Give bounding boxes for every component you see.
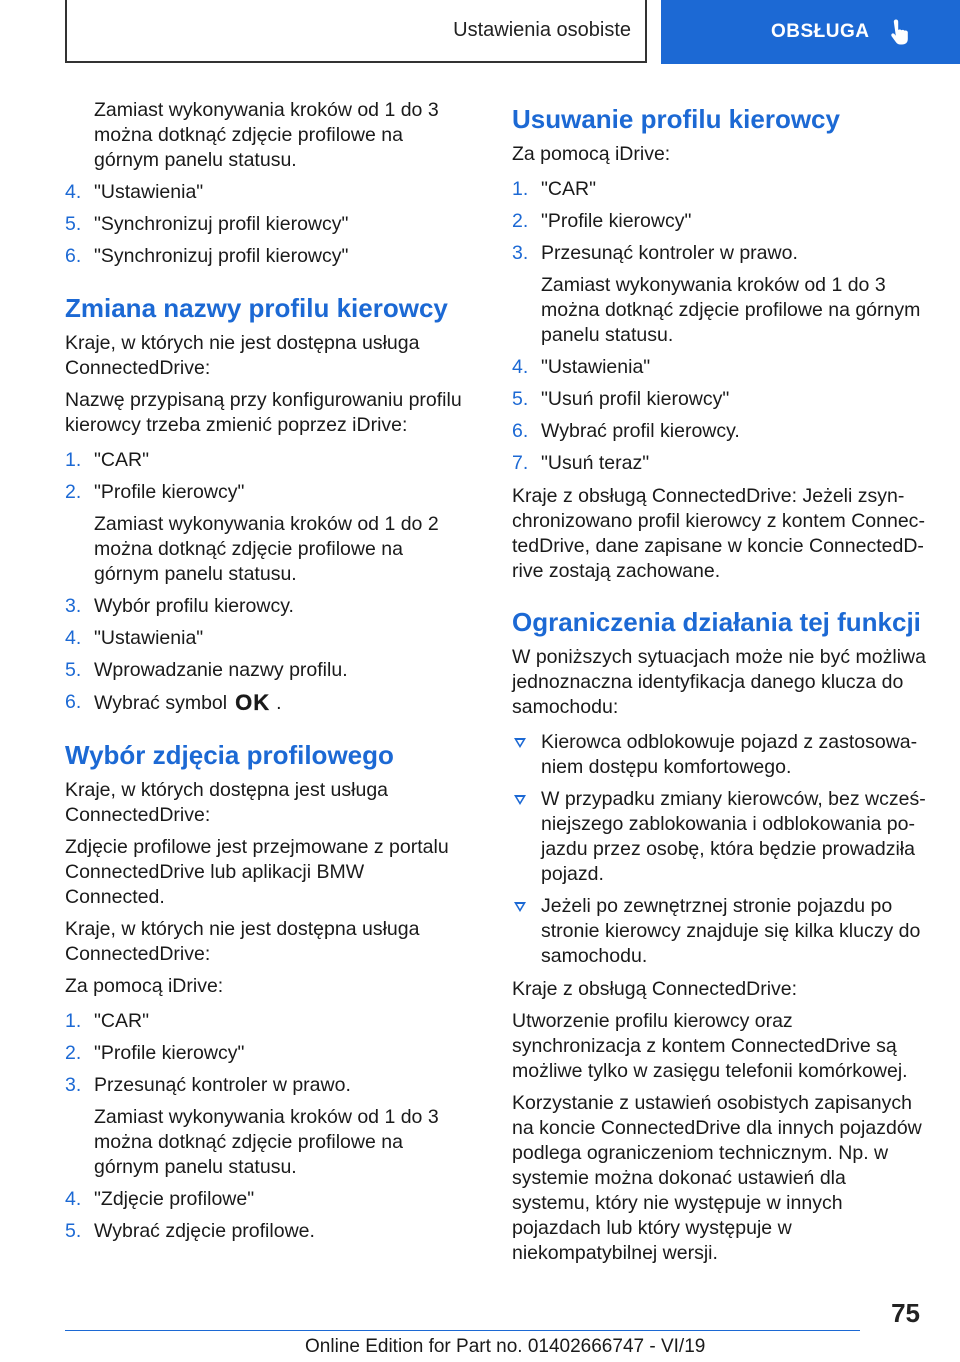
ok-symbol-icon: OK bbox=[235, 690, 271, 715]
step-text: "Ustawienia" bbox=[94, 181, 204, 203]
step-number: 6. bbox=[65, 245, 82, 267]
photo-steps-list bbox=[65, 1009, 465, 1244]
paragraph: Kraje, w których dostępna jest usługa ConnectedDrive: bbox=[65, 779, 389, 826]
delete-steps-list bbox=[512, 177, 926, 476]
triangle-bullet-icon bbox=[514, 902, 526, 912]
list-item: 7. "Usuń teraz" bbox=[512, 452, 650, 474]
section-heading-delete: Usuwanie profilu kierowcy bbox=[512, 104, 840, 134]
footer-edition: Online Edition for Part no. 01402666747 - VI/19 bbox=[305, 1336, 706, 1357]
step-number: 5. bbox=[65, 213, 82, 235]
step-text: "Profile kierowcy" bbox=[94, 1042, 245, 1064]
chapter-title: OBSŁUGA bbox=[771, 21, 870, 42]
paragraph: Nazwę przypisaną przy konfigurowaniu profilu kierowcy trzeba zmienić poprzez iDrive: bbox=[65, 389, 462, 436]
chapter-tab[interactable] bbox=[661, 0, 960, 64]
paragraph: Za pomocą iDrive: bbox=[512, 143, 671, 165]
list-item bbox=[65, 244, 465, 269]
step-text: "Usuń profil kierowcy" bbox=[541, 388, 730, 410]
list-item: 5. "Usuń profil kierowcy" bbox=[512, 388, 730, 410]
triangle-bullet-icon bbox=[514, 795, 526, 805]
paragraph: Zdjęcie profilowe jest przejmowane z portalu ConnectedDrive lub aplikacji BMW Connected. bbox=[65, 836, 449, 908]
footer-divider bbox=[65, 1330, 860, 1331]
list-item: 2. "Profile kierowcy" bbox=[512, 210, 692, 232]
paragraph: Za pomocą iDrive: bbox=[65, 975, 224, 997]
step-text: "Synchronizuj profil kierowcy" bbox=[94, 245, 349, 267]
step-note: Zamiast wykonywania kroków od 1 do 3 można dotknąć zdjęcie profilowe na górnym panelu statusu. bbox=[541, 274, 921, 346]
paragraph: Kraje, w których nie jest dostępna usługa ConnectedDrive: bbox=[65, 332, 420, 379]
step-note: Zamiast wykonywania kroków od 1 do 2 można dotknąć zdjęcie profilowe na górnym panelu statusu. bbox=[94, 513, 439, 585]
step-text: "CAR" bbox=[541, 178, 597, 200]
list-item: 4. "Ustawienia" bbox=[65, 627, 204, 649]
step-text: "CAR" bbox=[94, 449, 150, 471]
right-column bbox=[512, 102, 926, 1273]
paragraph: W poniższych sytuacjach może nie być możliwa jednoznaczna identyfikacja danego klucza do samochodu: bbox=[512, 646, 926, 718]
step-text: "Usuń teraz" bbox=[541, 452, 650, 474]
list-item: 2. "Profile kierowcy" Zamiast wykonywania kroków od 1 do 2 można dotknąć zdjęcie profilowe na górnym panelu statusu. bbox=[65, 480, 465, 587]
list-item bbox=[512, 894, 926, 969]
bullet-text: Kierowca odblokowuje pojazd z zastosowaniem dostępu komfortowego. bbox=[541, 731, 918, 778]
step-text: Przesunąć kontroler w prawo. bbox=[94, 1074, 351, 1096]
paragraph: Kraje z obsługą ConnectedDrive: Jeżeli zsynchronizowano profil kierowcy z kontem ConnectedDrive, dane zapisane w koncie ConnectedDrive zostają zachowane. bbox=[512, 485, 925, 582]
limits-bullet-list bbox=[512, 730, 926, 969]
step-text: "Ustawienia" bbox=[94, 627, 204, 649]
step-text: "Ustawienia" bbox=[541, 356, 651, 378]
step-text: "Synchronizuj profil kierowcy" bbox=[94, 213, 349, 235]
paragraph: Korzystanie z ustawień osobistych zapisanych na koncie ConnectedDrive dla innych pojazdów podlega ograniczeniom technicznym. Np. w systemie można dokonać ustawień dla systemu, który nie występuje w innych pojazdach lub który występuje w niekompatybilnej wersji. bbox=[512, 1092, 922, 1264]
left-column bbox=[65, 98, 465, 1252]
section-heading-rename: Zmiana nazwy profilu kierowcy bbox=[65, 293, 448, 323]
list-item bbox=[512, 787, 926, 887]
list-item: 4. "Zdjęcie profilowe" bbox=[65, 1188, 255, 1210]
step-note: Zamiast wykonywania kroków od 1 do 3 można dotknąć zdjęcie profilowe na górnym panelu statusu. bbox=[94, 1106, 439, 1178]
step-text: Wybrać zdjęcie profilowe. bbox=[94, 1220, 315, 1242]
step-number: 4. bbox=[65, 181, 82, 203]
list-item: 6. Wybrać symbol OK . bbox=[65, 690, 282, 715]
step-text: "Profile kierowcy" bbox=[94, 481, 245, 503]
step-text: Wprowadzanie nazwy profilu. bbox=[94, 659, 348, 681]
section-title: Ustawienia osobiste bbox=[65, 0, 647, 63]
list-item: 3. Wybór profilu kierowcy. bbox=[65, 595, 294, 617]
list-item: 1. "CAR" bbox=[65, 1010, 150, 1032]
sync-steps-list bbox=[65, 180, 465, 269]
page-header bbox=[65, 0, 960, 64]
list-item: 2. "Profile kierowcy" bbox=[65, 1042, 245, 1064]
list-item: 3. Przesunąć kontroler w prawo. Zamiast wykonywania kroków od 1 do 3 można dotknąć zdjęcie profilowe na górnym panelu statusu. bbox=[65, 1073, 465, 1180]
paragraph: Kraje z obsługą ConnectedDrive: bbox=[512, 978, 798, 1000]
bullet-text: Jeżeli po zewnętrznej stronie pojazdu po stronie kierowcy znajduje się kilka kluczy do samochodu. bbox=[541, 895, 921, 967]
paragraph: Utworzenie profilu kierowcy oraz synchronizacja z kontem ConnectedDrive są możliwe tylko w zasięgu telefonii komórkowej. bbox=[512, 1010, 908, 1082]
step-text: Przesunąć kontroler w prawo. bbox=[541, 242, 798, 264]
list-item: 1. "CAR" bbox=[65, 449, 150, 471]
list-item: 3. Przesunąć kontroler w prawo. Zamiast wykonywania kroków od 1 do 3 można dotknąć zdjęcie profilowe na górnym panelu statusu. bbox=[512, 241, 926, 348]
section-heading-photo: Wybór zdjęcia profilowego bbox=[65, 740, 394, 770]
step-text: Wybór profilu kierowcy. bbox=[94, 595, 294, 617]
paragraph: Kraje, w których nie jest dostępna usługa ConnectedDrive: bbox=[65, 918, 420, 965]
list-item: 6. Wybrać profil kierowcy. bbox=[512, 420, 740, 442]
step-text: Wybrać profil kierowcy. bbox=[541, 420, 740, 442]
list-item: 5. Wprowadzanie nazwy profilu. bbox=[65, 659, 348, 681]
rename-steps-list bbox=[65, 448, 465, 716]
section-heading-limits: Ograniczenia działania tej funkcji bbox=[512, 607, 921, 637]
hand-pointer-icon bbox=[890, 18, 912, 46]
bullet-text: W przypadku zmiany kierowców, bez wcześniejszego zablokowania i odblokowania pojazdu przez osobę, która będzie prowadziła pojazd. bbox=[541, 788, 926, 885]
list-item bbox=[65, 212, 465, 237]
step-text: "Zdjęcie profilowe" bbox=[94, 1188, 255, 1210]
intro-note: Zamiast wykonywania kroków od 1 do 3 można dotknąć zdjęcie profilowe na górnym panelu statusu. bbox=[94, 99, 439, 171]
list-item: 5. Wybrać zdjęcie profilowe. bbox=[65, 1220, 315, 1242]
list-item: 1. "CAR" bbox=[512, 178, 597, 200]
page-number: 75 bbox=[891, 1298, 920, 1328]
step-text: Wybrać symbol bbox=[94, 692, 228, 714]
step-text: "Profile kierowcy" bbox=[541, 210, 692, 232]
list-item: 4. "Ustawienia" bbox=[512, 356, 651, 378]
list-item bbox=[65, 180, 465, 205]
triangle-bullet-icon bbox=[514, 738, 526, 748]
list-item bbox=[512, 730, 926, 780]
step-text: "CAR" bbox=[94, 1010, 150, 1032]
